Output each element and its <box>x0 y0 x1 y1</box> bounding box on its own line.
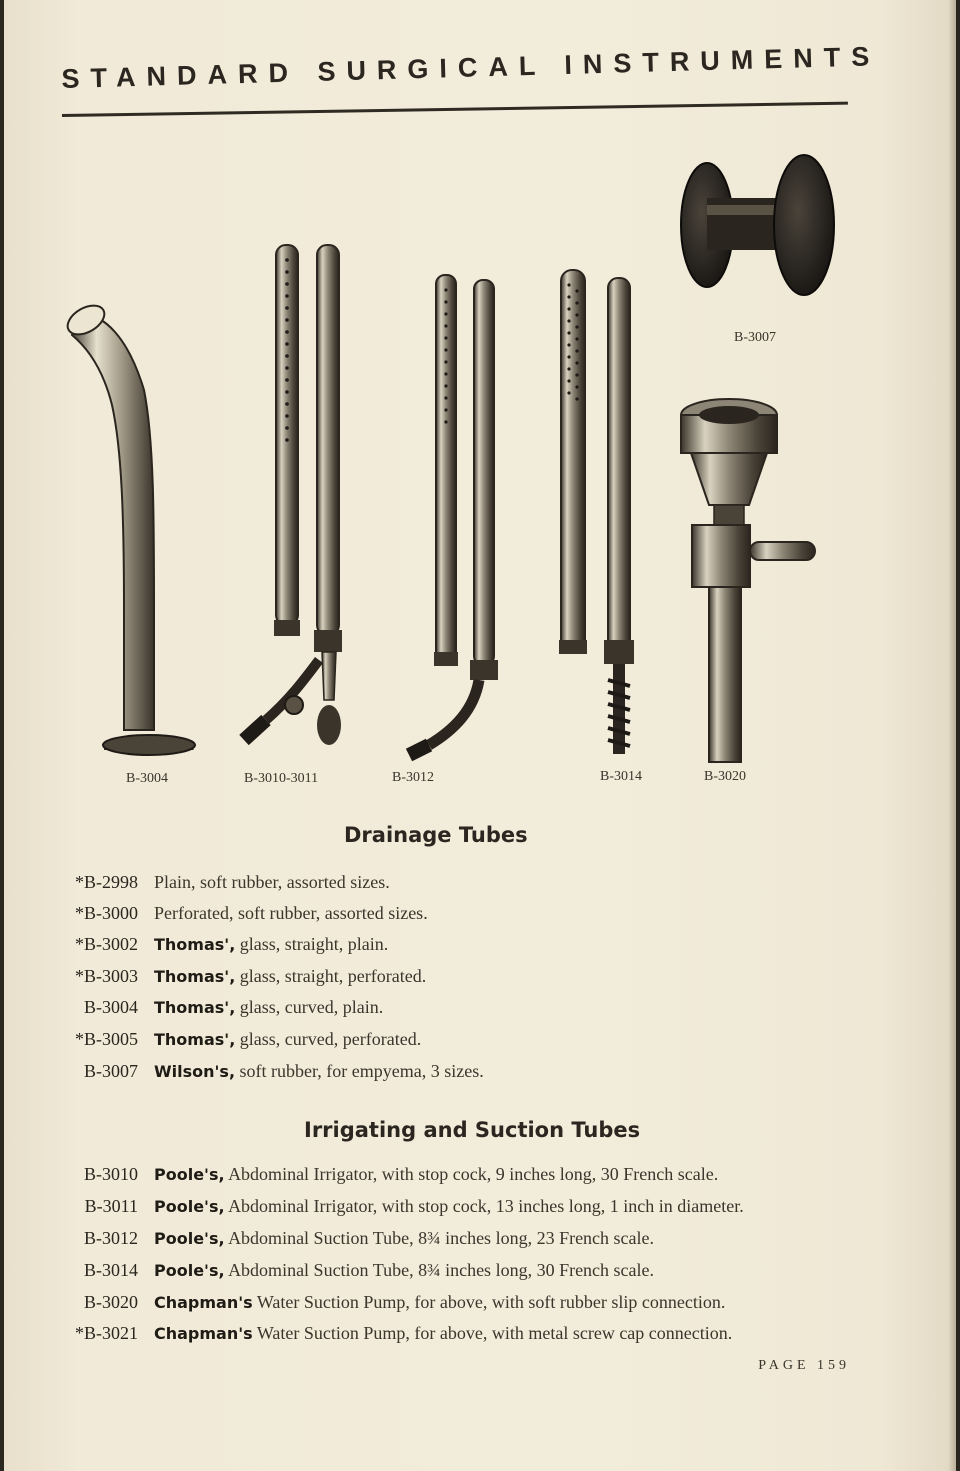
item-code: *B-3005 <box>75 1029 138 1049</box>
list-item <box>4 1228 904 1256</box>
item-desc: glass, straight, perforated. <box>239 966 427 986</box>
item-desc: Abdominal Suction Tube, 8¾ inches long, 30 French scale. <box>228 1260 655 1280</box>
item-name: Poole's, <box>154 1165 225 1184</box>
item-desc: Abdominal Irrigator, with stop cock, 9 inches long, 30 French scale. <box>228 1164 719 1184</box>
item-code: B-3010 <box>84 1164 138 1184</box>
item-desc: Plain, soft rubber, assorted sizes. <box>154 872 390 892</box>
instruments-drawing <box>4 140 956 800</box>
list-item <box>4 1164 904 1192</box>
item-desc: Water Suction Pump, for above, with soft rubber slip connection. <box>256 1292 726 1312</box>
item-code: B-3011 <box>84 1196 138 1216</box>
caption-b3010-3011: B-3010-3011 <box>244 771 319 786</box>
curved-glass-tube-b3004 <box>63 300 195 755</box>
item-code: B-3020 <box>84 1292 138 1312</box>
item-name: Thomas', <box>154 935 236 954</box>
item-code: *B-2998 <box>75 872 138 892</box>
item-code: *B-3002 <box>75 934 138 954</box>
list-item <box>4 997 904 1025</box>
page-edge-shadow <box>948 0 956 1471</box>
item-desc: glass, straight, plain. <box>239 934 389 954</box>
caption-b3004: B-3004 <box>126 771 168 786</box>
item-code: B-3012 <box>84 1228 138 1248</box>
list-item <box>4 903 904 931</box>
item-code: B-3014 <box>84 1260 138 1280</box>
list-item <box>4 1061 904 1089</box>
item-name: Poole's, <box>154 1229 225 1248</box>
caption-b3014: B-3014 <box>600 769 642 784</box>
item-code: *B-3021 <box>75 1323 138 1343</box>
item-desc: soft rubber, for empyema, 3 sizes. <box>239 1061 484 1081</box>
drainage-heading: Drainage Tubes <box>344 823 528 847</box>
item-name: Poole's, <box>154 1197 225 1216</box>
item-desc: glass, curved, plain. <box>239 997 384 1017</box>
chapman-pump-b3020 <box>681 399 815 762</box>
item-desc: Water Suction Pump, for above, with metal screw cap connection. <box>256 1323 733 1343</box>
item-name: Thomas', <box>154 998 236 1017</box>
caption-b3020: B-3020 <box>704 769 746 784</box>
list-item <box>4 1323 904 1351</box>
list-item <box>4 872 904 900</box>
item-code: B-3007 <box>84 1061 138 1081</box>
item-code: *B-3000 <box>75 903 138 923</box>
list-item <box>4 934 904 962</box>
catalog-page <box>4 0 956 1471</box>
page-number: PAGE 159 <box>758 1358 850 1373</box>
irrigator-b3010-3011 <box>244 245 342 745</box>
item-name: Poole's, <box>154 1261 225 1280</box>
suction-tube-b3014 <box>559 270 634 754</box>
list-item <box>4 1260 904 1288</box>
suction-tube-b3012 <box>409 275 498 755</box>
header-rule <box>62 102 848 117</box>
item-code: B-3004 <box>84 997 138 1017</box>
item-name: Thomas', <box>154 967 236 986</box>
list-item <box>4 1292 904 1320</box>
caption-b3012: B-3012 <box>392 770 434 785</box>
wilson-tube-b3007 <box>681 155 834 295</box>
item-name: Chapman's <box>154 1324 253 1343</box>
item-desc: Abdominal Suction Tube, 8¾ inches long, 23 French scale. <box>228 1228 655 1248</box>
caption-b3007: B-3007 <box>734 330 776 345</box>
item-desc: Perforated, soft rubber, assorted sizes. <box>154 903 428 923</box>
page-header <box>61 41 881 126</box>
list-item <box>4 966 904 994</box>
instrument-illustration <box>4 140 956 800</box>
item-name: Wilson's, <box>154 1062 236 1081</box>
item-desc: Abdominal Irrigator, with stop cock, 13 inches long, 1 inch in diameter. <box>228 1196 744 1216</box>
item-code: *B-3003 <box>75 966 138 986</box>
item-name: Thomas', <box>154 1030 236 1049</box>
irrigating-heading: Irrigating and Suction Tubes <box>304 1118 641 1142</box>
page-title: STANDARD SURGICAL INSTRUMENTS <box>61 41 881 95</box>
item-desc: glass, curved, perforated. <box>239 1029 422 1049</box>
list-item <box>4 1029 904 1057</box>
item-name: Chapman's <box>154 1293 253 1312</box>
list-item <box>4 1196 904 1224</box>
